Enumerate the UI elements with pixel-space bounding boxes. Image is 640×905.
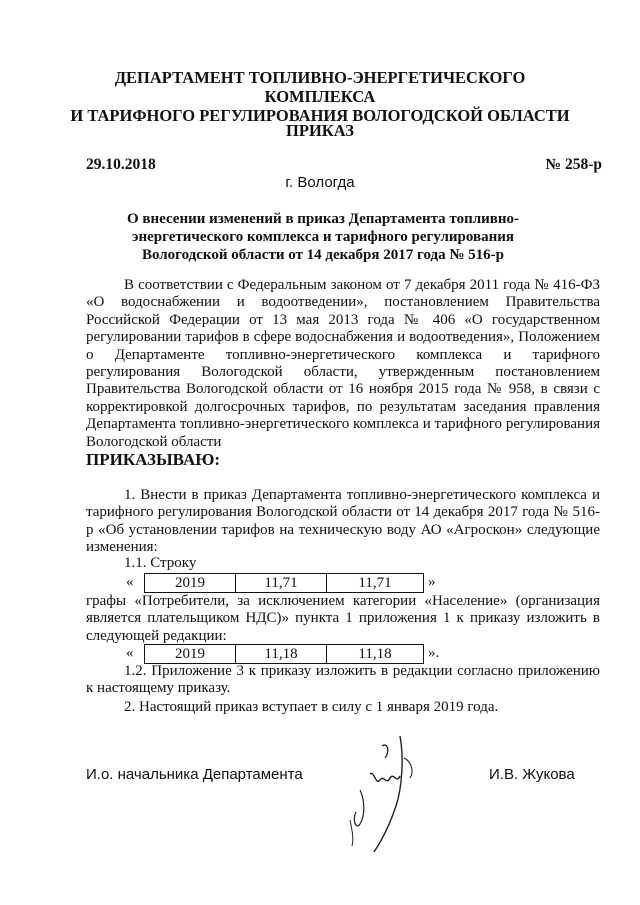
handwritten-signature — [330, 728, 440, 858]
tariff-row-new — [126, 643, 466, 663]
document-type: ПРИКАЗ — [286, 121, 354, 140]
department-line-2: И ТАРИФНОГО РЕГУЛИРОВАНИЯ ВОЛОГОДСКОЙ ОБЛАСТИ — [70, 106, 570, 125]
table-cell: 2019 — [175, 575, 205, 591]
preamble-paragraph: В соответствии с Федеральным законом от 7 декабря 2011 года № 416-ФЗ «О водоснабжении и водоотведении», постановлением Правительства Российской Федерации от 13 мая 2013 года № 406 «О государственном регулировании тарифов в сфере водоснабжения и водоотведения», Положением о Департаменте топливно-энергетического комплекса и тарифного регулирования Вологодской области, утвержденным постановлением Правительства Вологодской области от 16 ноября 2015 года № 958, в связи с корректировкой долгосрочных тарифов, по результатам заседания правления Департамента топливно-энергетического комплекса и тарифного регулирования Вологодской области — [86, 277, 600, 450]
order-city: г. Вологда — [285, 174, 355, 191]
department-header — [60, 68, 580, 125]
open-quote: « — [126, 574, 134, 590]
tariff-row-old — [126, 572, 466, 592]
table-cell: 11,18 — [326, 645, 423, 663]
signer-title: И.о. начальника Департамента — [86, 766, 303, 783]
item-2-paragraph: 2. Настоящий приказ вступает в силу с 1 января 2019 года. — [124, 699, 499, 715]
signer-name: И.В. Жукова — [489, 766, 575, 783]
item-1-paragraph: 1. Внести в приказ Департамента топливно-энергетического комплекса и тарифного регулирования Вологодской области от 14 декабря 2017 года № 516-р «Об установлении тарифов на техническую воду АО «Агроскон» следующие изменения: — [86, 487, 600, 556]
close-quote: » — [428, 574, 436, 590]
order-word: ПРИКАЗЫВАЮ: — [86, 450, 221, 469]
tariff-row-new-cells — [144, 644, 424, 664]
item-1-2-paragraph: 1.2. Приложение 3 к приказу изложить в редакции согласно приложению к настоящему приказу. — [86, 663, 600, 697]
table-cell: 11,71 — [326, 574, 423, 592]
department-line-1: ДЕПАРТАМЕНТ ТОПЛИВНО-ЭНЕРГЕТИЧЕСКОГО КОМПЛЕКСА — [114, 68, 526, 106]
table-cell: 2019 — [175, 646, 205, 662]
table-cell: 11,18 — [235, 645, 326, 663]
open-quote: « — [126, 645, 134, 661]
order-number: № 258-р — [545, 156, 602, 173]
close-quote: ». — [428, 645, 440, 661]
order-date: 29.10.2018 — [86, 156, 156, 173]
order-subject: О внесении изменений в приказ Департамента топливно-энергетического комплекса и тарифного регулирования Вологодской области от 14 декабря 2017 года № 516-р — [126, 211, 520, 263]
item-1-1-label: 1.1. Строку — [124, 555, 197, 571]
table-cell: 11,71 — [235, 574, 326, 592]
tariff-row-old-cells — [144, 573, 424, 593]
middle-paragraph: графы «Потребители, за исключением категории «Население» (организация является плательщиком НДС)» пункта 1 приложения 1 к приказу изложить в следующей редакции: — [86, 593, 600, 644]
